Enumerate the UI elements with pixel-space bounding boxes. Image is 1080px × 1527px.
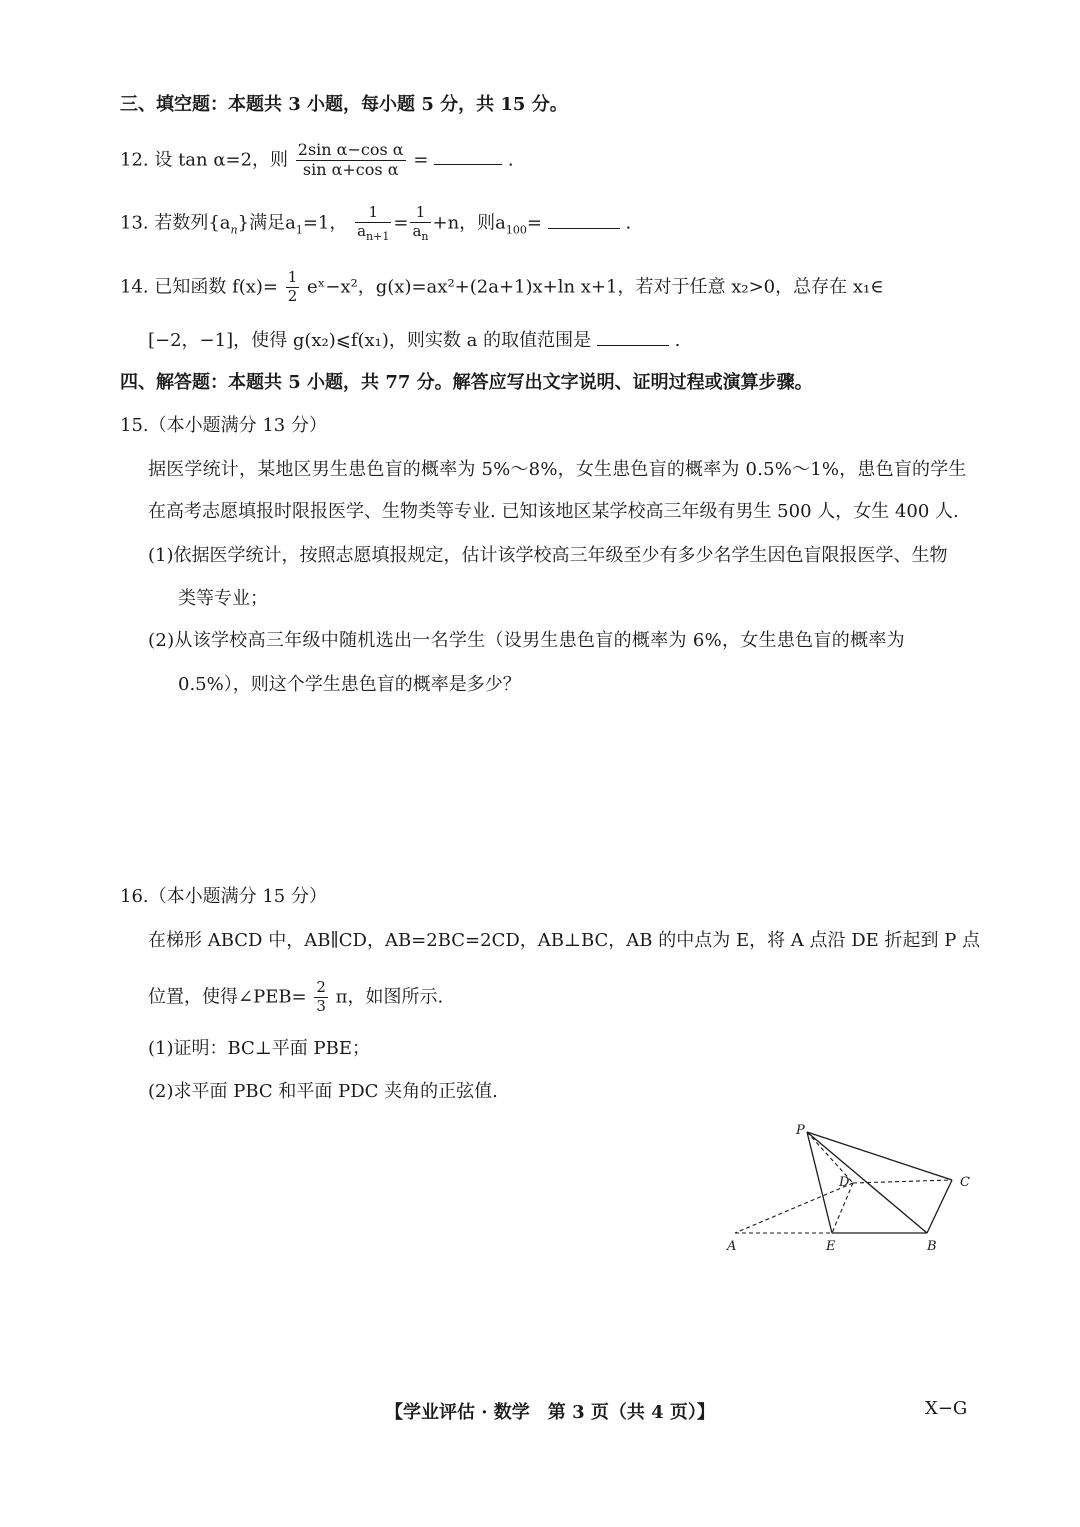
question-14-line-2: [148, 331, 680, 350]
q16-p2-prefix: 位置，使得∠PEB=: [148, 986, 307, 1008]
label-P: P: [796, 1123, 805, 1138]
q13-period: .: [625, 212, 632, 234]
q13-plus-n: +n，则a: [432, 212, 506, 234]
question-16-title: 16.（本小题满分 15 分）: [120, 886, 327, 907]
section-4-heading: 四、解答题：本题共 5 小题，共 77 分。解答应写出文字说明、证明过程或演算步骤。: [120, 372, 813, 393]
question-15-para-1: 据医学统计，某地区男生患色盲的概率为 5%～8%，女生患色盲的概率为 0.5%～1%，患色盲的学生: [148, 459, 967, 480]
q13-answer-blank[interactable]: [548, 214, 620, 229]
q12-fraction: [296, 142, 406, 179]
q12-prefix: 12. 设 tan α=2，则: [120, 149, 289, 171]
question-15-sub-2a: (2)从该学校高三年级中随机选出一名学生（设男生患色盲的概率为 6%，女生患色盲的概率为: [148, 630, 905, 651]
edge-PC: [807, 1132, 952, 1180]
q13-frac2-den: $a_n$: [412, 221, 429, 243]
q12-equals: =: [413, 149, 429, 171]
pyramid-figure: [720, 1118, 980, 1258]
q14-prefix: 14. 已知函数 f(x)=: [120, 276, 279, 298]
question-14-line-1: [120, 270, 884, 305]
q13-mid: }满足a: [237, 212, 296, 234]
q16-fraction: [314, 980, 328, 1015]
q13-fraction-2: [410, 205, 430, 242]
q16-frac-den: 3: [316, 996, 326, 1015]
question-15-title: 15.（本小题满分 13 分）: [120, 415, 327, 436]
q12-answer-blank[interactable]: [434, 150, 502, 165]
q13-cond: =1，: [302, 212, 348, 234]
edge-AD: [735, 1183, 853, 1233]
question-15-para-2: 在高考志愿填报时限报医学、生物类等专业. 已知该地区某学校高三年级有男生 500 人，女生 400 人.: [148, 501, 959, 522]
edge-PE: [807, 1132, 832, 1233]
question-16-sub-1: (1)证明：BC⊥平面 PBE；: [148, 1038, 370, 1059]
question-12: [120, 142, 514, 179]
edge-DC: [853, 1180, 952, 1183]
edge-BC: [927, 1180, 952, 1233]
q12-period: .: [507, 149, 514, 171]
label-D: D: [839, 1175, 850, 1190]
q14-answer-blank[interactable]: [597, 331, 669, 346]
q13-frac1-num: 1: [355, 205, 391, 223]
question-16-sub-2: (2)求平面 PBC 和平面 PDC 夹角的正弦值.: [148, 1081, 498, 1102]
question-13: 13. 若数列$\{a_n\}$满足$a_1=1$， $\frac{1}{a_{n+1}}$ = $\frac{1}{a_n}$ +n，则$a_{100}=$ .: [120, 203, 632, 243]
q13-sub-100: 100: [505, 223, 527, 237]
label-C: C: [960, 1175, 970, 1190]
q16-p2-suffix: π，如图所示.: [335, 986, 444, 1008]
q13-eq: =: [393, 212, 409, 234]
q12-denominator: sin α+cos α: [302, 159, 399, 179]
label-A: A: [727, 1239, 737, 1254]
label-E: E: [826, 1239, 836, 1254]
q14-line2: [−2，−1]，使得 g(x₂)⩽f(x₁)，则实数 a 的取值范围是: [148, 330, 592, 351]
question-16-para-2: [148, 980, 443, 1015]
q14-period: .: [674, 330, 681, 351]
q14-fraction: [286, 270, 300, 305]
q14-frac-num: 1: [287, 268, 298, 286]
q14-rest: eˣ−x²，g(x)=ax²+(2a+1)x+ln x+1，若对于任意 x₂>0，总存在 x₁∈: [307, 276, 884, 298]
edge-DE: [832, 1183, 853, 1233]
page-footer-code: X−G: [925, 1398, 968, 1419]
question-15-sub-1a: (1)依据医学统计，按照志愿填报规定，估计该学校高三年级至少有多少名学生因色盲限报医学、生物: [148, 545, 948, 566]
q13-prefix: 13. 若数列{a: [120, 212, 231, 234]
q16-frac-num: 2: [316, 978, 326, 996]
label-B: B: [927, 1239, 937, 1254]
section-3-heading: 三、填空题：本题共 3 小题，每小题 5 分，共 15 分。: [120, 94, 568, 115]
q12-numerator: 2sin α−cos α: [297, 140, 404, 159]
question-16-para-1: 在梯形 ABCD 中，AB∥CD，AB=2BC=2CD，AB⊥BC，AB 的中点为 E，将 A 点沿 DE 折起到 P 点: [148, 930, 981, 951]
page-footer-center: 【学业评估 · 数学 第 3 页（共 4 页）】: [385, 1402, 715, 1423]
question-15-sub-2b: 0.5%），则这个学生患色盲的概率是多少？: [178, 674, 521, 695]
question-15-sub-1b: 类等专业；: [178, 588, 268, 609]
q13-equals: =: [526, 212, 542, 234]
q13-frac1-den: $a_{n+1}$: [357, 221, 390, 243]
q13-fraction-1: [355, 205, 391, 242]
q14-frac-den: 2: [287, 286, 298, 305]
q13-frac2-num: 1: [410, 205, 430, 223]
